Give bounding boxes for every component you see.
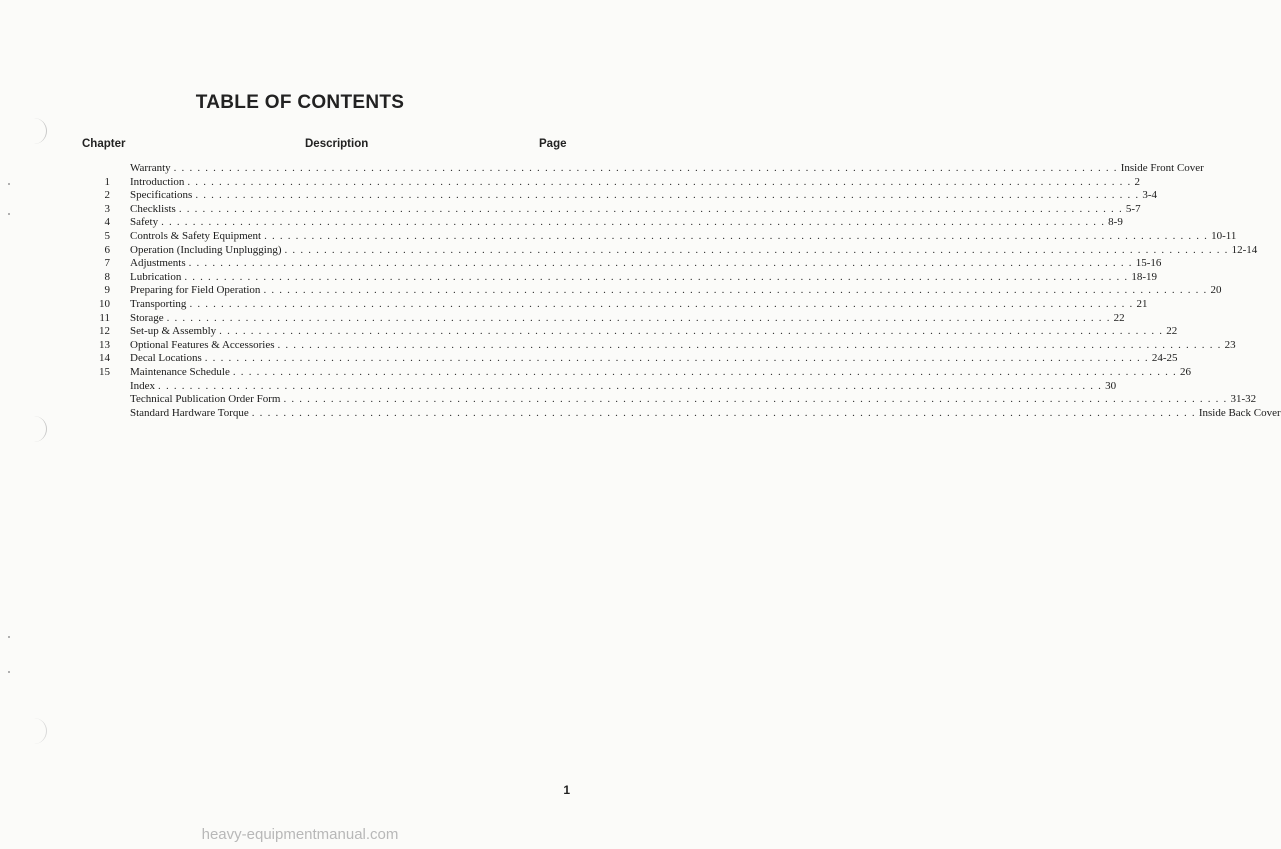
binder-hole-top	[24, 118, 47, 144]
toc-entry	[86, 202, 1141, 217]
toc-description: Preparing for Field Operation	[130, 284, 261, 297]
toc-description: Technical Publication Order Form	[130, 393, 281, 406]
toc-chapter-number: 15	[99, 365, 110, 378]
page-number: 1	[563, 783, 570, 797]
toc-description: Warranty	[130, 162, 171, 174]
dot-leader: . . . . . . . . . . . . . . . . . . . . . . . . . . . . . . . . . . . . . . . . . . . . . . . . . . . . . . . . . . . . . . . . . . . . . . . . . . . . . . . . . . . . . . . . . . . . . . . . . . . . . . . . . . . . . . . . . . . . . . . .	[264, 229, 1209, 242]
toc-description: Maintenance Schedule	[130, 365, 230, 378]
dot-leader: . . . . . . . . . . . . . . . . . . . . . . . . . . . . . . . . . . . . . . . . . . . . . . . . . . . . . . . . . . . . . . . . . . . . . . . . . . . . . . . . . . . . . . . . . . . . . . . . . . . . . . . . . . . . . . . . . . . . . . . .	[277, 338, 1222, 351]
dot-leader: . . . . . . . . . . . . . . . . . . . . . . . . . . . . . . . . . . . . . . . . . . . . . . . . . . . . . . . . . . . . . . . . . . . . . . . . . . . . . . . . . . . . . . . . . . . . . . . . . . . . . . . . . . . . . . . . . . . . . . . .	[232, 365, 1177, 378]
toc-chapter-number: 3	[104, 202, 110, 215]
toc-list	[86, 162, 1281, 420]
toc-page-ref: 2	[1134, 175, 1140, 188]
toc-description: Transporting	[130, 297, 187, 310]
toc-description: Lubrication	[130, 270, 182, 283]
toc-page-ref: 21	[1136, 297, 1148, 310]
toc-description: Specifications	[130, 189, 193, 202]
paper-speck	[8, 183, 10, 185]
toc-page-ref: 8-9	[1108, 216, 1123, 229]
toc-entry	[86, 189, 1158, 203]
toc-description: Safety	[130, 216, 159, 229]
dot-leader: . . . . . . . . . . . . . . . . . . . . . . . . . . . . . . . . . . . . . . . . . . . . . . . . . . . . . . . . . . . . . . . . . . . . . . . . . . . . . . . . . . . . . . . . . . . . . . . . . . . . . . . . . . . . . . . . . . . . . . . .	[166, 311, 1111, 324]
toc-description: Checklists	[130, 202, 176, 215]
toc-description: Standard Hardware Torque	[130, 406, 249, 419]
dot-leader: . . . . . . . . . . . . . . . . . . . . . . . . . . . . . . . . . . . . . . . . . . . . . . . . . . . . . . . . . . . . . . . . . . . . . . . . . . . . . . . . . . . . . . . . . . . . . . . . . . . . . . . . . . . . . . . . . . . . . . . .	[188, 257, 1133, 270]
toc-entry	[86, 270, 1158, 285]
toc-page-ref: 26	[1179, 365, 1191, 378]
toc-entry	[86, 406, 1281, 421]
paper-speck	[8, 636, 10, 638]
toc-chapter-number: 7	[104, 257, 110, 270]
toc-page-ref: 20	[1210, 284, 1222, 297]
toc-page-ref: Inside Back Cover	[1198, 406, 1281, 419]
toc-entry	[86, 379, 1117, 394]
toc-description: Set-up & Assembly	[130, 325, 217, 338]
toc-entry	[86, 229, 1237, 244]
toc-description: Storage	[130, 311, 164, 324]
dot-leader: . . . . . . . . . . . . . . . . . . . . . . . . . . . . . . . . . . . . . . . . . . . . . . . . . . . . . . . . . . . . . . . . . . . . . . . . . . . . . . . . . . . . . . . . . . . . . . . . . . . . . . . . . . . . . . . . . . . . . . . .	[195, 189, 1140, 202]
toc-page-ref: 22	[1166, 325, 1178, 338]
paper-speck	[8, 213, 10, 215]
dot-leader: . . . . . . . . . . . . . . . . . . . . . . . . . . . . . . . . . . . . . . . . . . . . . . . . . . . . . . . . . . . . . . . . . . . . . . . . . . . . . . . . . . . . . . . . . . . . . . . . . . . . . . . . . . . . . . . . . . . . . . . .	[251, 406, 1196, 419]
toc-chapter-number: 13	[99, 338, 110, 351]
dot-leader: . . . . . . . . . . . . . . . . . . . . . . . . . . . . . . . . . . . . . . . . . . . . . . . . . . . . . . . . . . . . . . . . . . . . . . . . . . . . . . . . . . . . . . . . . . . . . . . . . . . . . . . . . . . . . . . . . . . . . . . .	[204, 352, 1149, 365]
toc-description: Controls & Safety Equipment	[130, 229, 262, 242]
toc-description: Decal Locations	[130, 352, 202, 365]
toc-entry	[86, 325, 1178, 339]
toc-chapter-number: 2	[104, 189, 110, 202]
toc-description: Operation (Including Unplugging)	[130, 243, 282, 256]
toc-chapter-number: 11	[99, 311, 110, 324]
toc-chapter-number: 6	[104, 243, 110, 256]
toc-entry	[86, 284, 1222, 298]
dot-leader: . . . . . . . . . . . . . . . . . . . . . . . . . . . . . . . . . . . . . . . . . . . . . . . . . . . . . . . . . . . . . . . . . . . . . . . . . . . . . . . . . . . . . . . . . . . . . . . . . . . . . . . . . . . . . . . . . . . . . . . .	[158, 379, 1103, 392]
toc-page-ref: 18-19	[1131, 270, 1158, 283]
watermark: heavy-equipmentmanual.com	[201, 826, 399, 843]
dot-leader: . . . . . . . . . . . . . . . . . . . . . . . . . . . . . . . . . . . . . . . . . . . . . . . . . . . . . . . . . . . . . . . . . . . . . . . . . . . . . . . . . . . . . . . . . . . . . . . . . . . . . . . . . . . . . . . . . . . . . . . .	[284, 243, 1229, 256]
toc-description: Index	[130, 379, 156, 392]
column-header-description: Description	[305, 138, 369, 150]
toc-page-ref: 30	[1105, 379, 1117, 392]
toc-entry	[86, 365, 1191, 380]
toc-entry	[86, 257, 1162, 271]
toc-entry	[86, 175, 1140, 190]
paper-speck	[8, 671, 10, 673]
toc-entry	[86, 243, 1258, 258]
dot-leader: . . . . . . . . . . . . . . . . . . . . . . . . . . . . . . . . . . . . . . . . . . . . . . . . . . . . . . . . . . . . . . . . . . . . . . . . . . . . . . . . . . . . . . . . . . . . . . . . . . . . . . . . . . . . . . . . . . . . . . . .	[263, 284, 1208, 297]
toc-chapter-number: 9	[104, 284, 110, 297]
toc-description: Introduction	[130, 175, 185, 188]
dot-leader: . . . . . . . . . . . . . . . . . . . . . . . . . . . . . . . . . . . . . . . . . . . . . . . . . . . . . . . . . . . . . . . . . . . . . . . . . . . . . . . . . . . . . . . . . . . . . . . . . . . . . . . . . . . . . . . . . . . . . . . .	[187, 175, 1132, 188]
toc-page-ref: 10-11	[1211, 229, 1237, 242]
toc-chapter-number: 8	[104, 270, 110, 283]
toc-page-ref: 31-32	[1230, 393, 1257, 406]
toc-chapter-number: 4	[104, 216, 110, 229]
toc-page-ref: 12-14	[1231, 243, 1258, 256]
toc-chapter-number: 12	[99, 325, 110, 338]
toc-entry	[86, 338, 1236, 353]
dot-leader: . . . . . . . . . . . . . . . . . . . . . . . . . . . . . . . . . . . . . . . . . . . . . . . . . . . . . . . . . . . . . . . . . . . . . . . . . . . . . . . . . . . . . . . . . . . . . . . . . . . . . . . . . . . . . . . . . . . . . . . .	[173, 162, 1118, 174]
page-title: TABLE OF CONTENTS	[195, 92, 405, 113]
dot-leader: . . . . . . . . . . . . . . . . . . . . . . . . . . . . . . . . . . . . . . . . . . . . . . . . . . . . . . . . . . . . . . . . . . . . . . . . . . . . . . . . . . . . . . . . . . . . . . . . . . . . . . . . . . . . . . . . . . . . . . . .	[161, 216, 1106, 229]
toc-page-ref: 15-16	[1135, 257, 1162, 270]
column-header-chapter: Chapter	[82, 138, 126, 150]
toc-chapter-number: 10	[99, 297, 110, 310]
toc-chapter-number: 1	[104, 175, 110, 188]
toc-entry	[86, 393, 1257, 407]
dot-leader: . . . . . . . . . . . . . . . . . . . . . . . . . . . . . . . . . . . . . . . . . . . . . . . . . . . . . . . . . . . . . . . . . . . . . . . . . . . . . . . . . . . . . . . . . . . . . . . . . . . . . . . . . . . . . . . . . . . . . . . .	[178, 202, 1123, 215]
binder-hole-bottom	[24, 718, 47, 744]
dot-leader: . . . . . . . . . . . . . . . . . . . . . . . . . . . . . . . . . . . . . . . . . . . . . . . . . . . . . . . . . . . . . . . . . . . . . . . . . . . . . . . . . . . . . . . . . . . . . . . . . . . . . . . . . . . . . . . . . . . . . . . .	[283, 393, 1228, 406]
binder-hole-middle	[24, 416, 47, 442]
toc-page-ref: 24-25	[1151, 352, 1178, 365]
toc-page-ref: 5-7	[1125, 202, 1141, 215]
toc-entry	[86, 352, 1178, 366]
toc-entry	[86, 297, 1148, 312]
dot-leader: . . . . . . . . . . . . . . . . . . . . . . . . . . . . . . . . . . . . . . . . . . . . . . . . . . . . . . . . . . . . . . . . . . . . . . . . . . . . . . . . . . . . . . . . . . . . . . . . . . . . . . . . . . . . . . . . . . . . . . . .	[219, 325, 1164, 338]
toc-page-ref: 3-4	[1142, 189, 1158, 202]
column-header-page: Page	[539, 138, 567, 150]
toc-description: Adjustments	[130, 257, 186, 270]
toc-entry	[86, 311, 1125, 326]
toc-page-ref: 23	[1224, 338, 1236, 351]
toc-page-ref: 22	[1113, 311, 1125, 324]
dot-leader: . . . . . . . . . . . . . . . . . . . . . . . . . . . . . . . . . . . . . . . . . . . . . . . . . . . . . . . . . . . . . . . . . . . . . . . . . . . . . . . . . . . . . . . . . . . . . . . . . . . . . . . . . . . . . . . . . . . . . . . .	[189, 297, 1134, 310]
toc-page-ref: Inside Front Cover	[1120, 162, 1204, 174]
dot-leader: . . . . . . . . . . . . . . . . . . . . . . . . . . . . . . . . . . . . . . . . . . . . . . . . . . . . . . . . . . . . . . . . . . . . . . . . . . . . . . . . . . . . . . . . . . . . . . . . . . . . . . . . . . . . . . . . . . . . . . . .	[184, 270, 1129, 283]
toc-description: Optional Features & Accessories	[130, 338, 275, 351]
toc-chapter-number: 14	[99, 352, 110, 365]
toc-chapter-number: 5	[104, 229, 110, 242]
toc-entry	[86, 162, 1204, 176]
toc-entry	[86, 216, 1123, 230]
